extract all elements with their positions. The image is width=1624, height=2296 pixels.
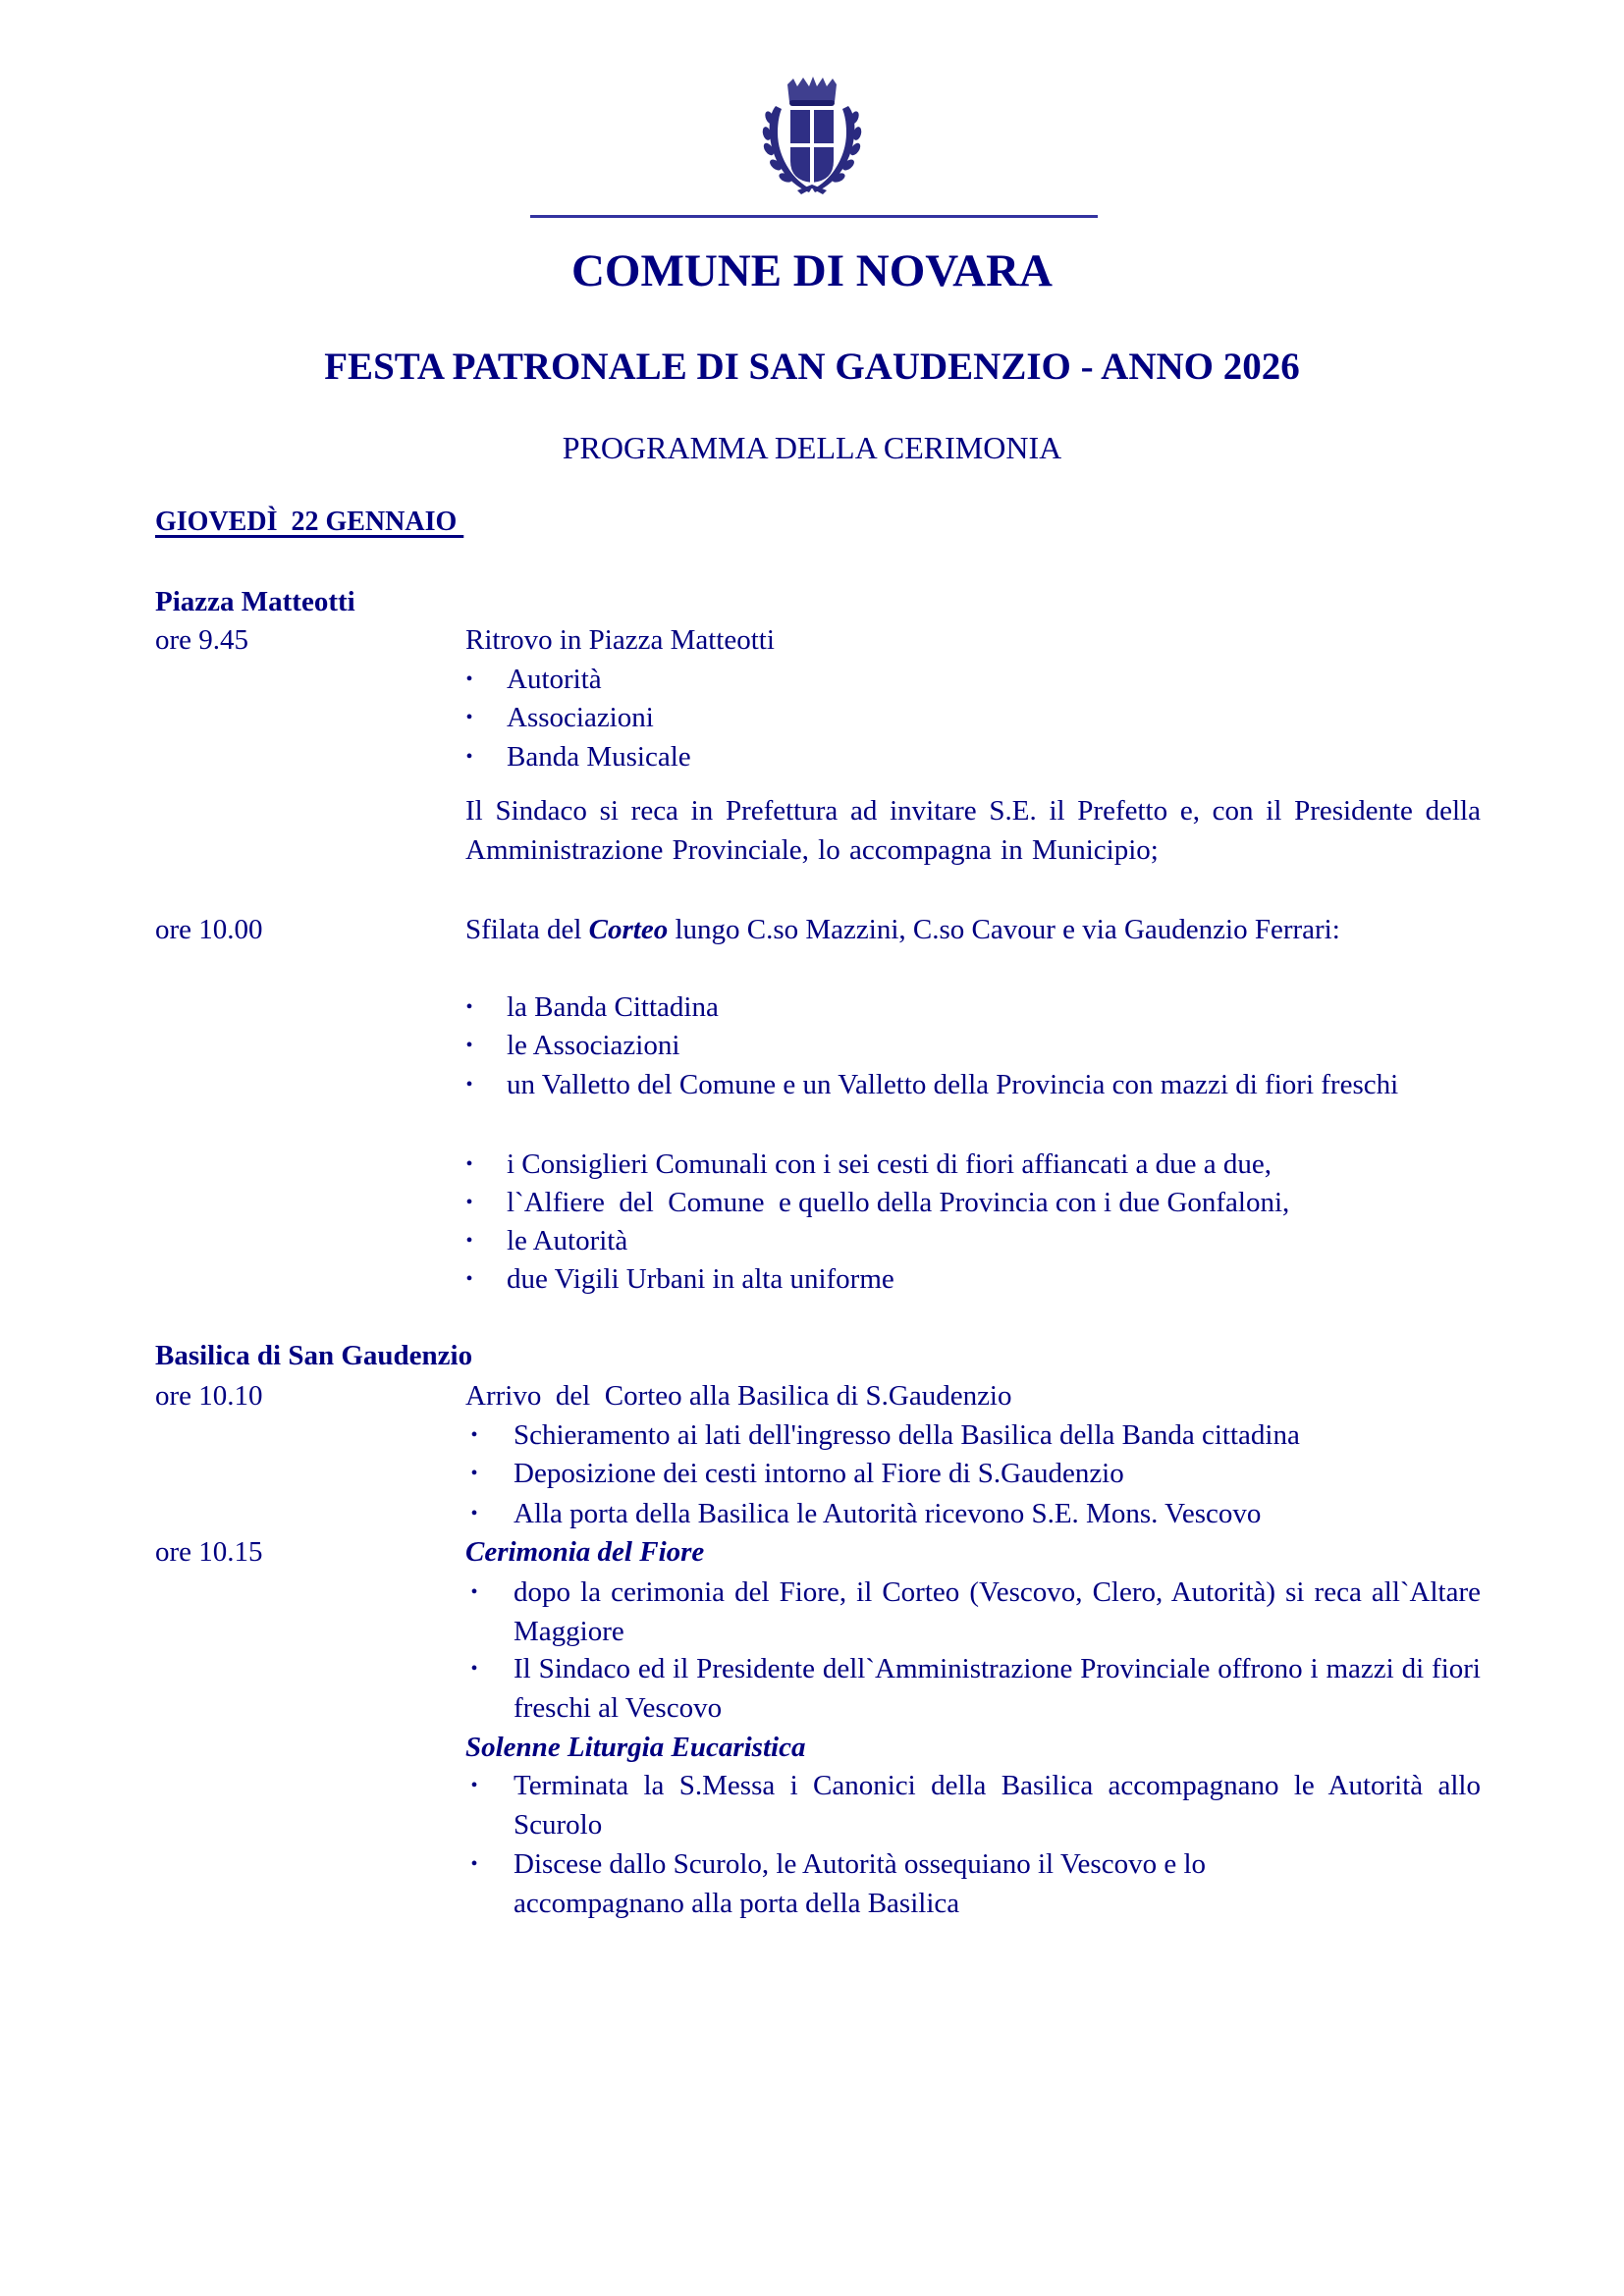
organization-title: COMUNE DI NOVARA [570,245,1054,296]
bullet-icon: • [465,1230,473,1252]
entry-intro: Arrivo del Corteo alla Basilica di S.Gaudenzio [465,1380,1012,1412]
bullet-icon: • [465,1074,473,1095]
list-item: • Banda Musicale [460,738,1481,777]
list-item: • i Consiglieri Comunali con i sei cesti di fiori affiancati a due a due, [460,1146,1481,1185]
list-item: • due Vigili Urbani in alta uniforme [460,1260,1481,1300]
list-item: • Terminata la S.Messa i Canonici della Basilica accompagnano le Autorità allo Scurolo [464,1767,1481,1844]
bullet-icon: • [470,1581,478,1603]
corteo-emphasis: Corteo [588,914,669,945]
bullet-icon: • [470,1463,478,1484]
list-item: • Alla porta della Basilica le Autorità ricevono S.E. Mons. Vescovo [464,1495,1481,1534]
list-item: • le Associazioni [460,1027,1481,1066]
bullet-icon: • [470,1424,478,1446]
bullet-icon: • [470,1775,478,1796]
day-heading: GIOVEDÌ 22 GENNAIO [155,507,464,537]
list-item: • la Banda Cittadina [460,988,1481,1028]
novara-coat-of-arms-icon [758,75,866,200]
entry-time: ore 10.15 [155,1536,263,1568]
entry-time: ore 10.00 [155,914,263,945]
section-place-heading: Piazza Matteotti [155,586,355,617]
entry-intro: Sfilata del Corteo lungo C.so Mazzini, C.so Cavour e via Gaudenzio Ferrari: [465,914,1340,945]
list-item: • le Autorità [460,1222,1481,1261]
bullet-icon: • [465,996,473,1018]
list-item: • dopo la cerimonia del Fiore, il Corteo (Vescovo, Clero, Autorità) si reca all`Altare Maggiore [464,1574,1481,1651]
list-item: • Discese dallo Scurolo, le Autorità ossequiano il Vescovo e lo accompagnano alla porta della Basilica [464,1845,1348,1923]
entry-intro: Ritrovo in Piazza Matteotti [465,624,775,656]
bullet-icon: • [465,1192,473,1213]
liturgy-heading: Solenne Liturgia Eucaristica [465,1732,806,1763]
bullet-icon: • [465,1035,473,1056]
bullet-icon: • [470,1503,478,1524]
ceremony-heading: Cerimonia del Fiore [465,1536,705,1568]
list-item: • un Valletto del Comune e un Valletto della Provincia con mazzi di fiori freschi [460,1066,1481,1105]
bullet-icon: • [465,1153,473,1175]
list-item: • Il Sindaco ed il Presidente dell`Amministrazione Provinciale offrono i mazzi di fiori freschi al Vescovo [464,1650,1481,1728]
event-title: FESTA PATRONALE DI SAN GAUDENZIO - ANNO 2026 [324,346,1300,388]
bullet-icon: • [470,1853,478,1875]
entry-paragraph: Il Sindaco si reca in Prefettura ad invitare S.E. il Prefetto e, con il Presidente della Amministrazione Provinciale, lo accompagna in Municipio; [465,795,1481,866]
list-item: • Deposizione dei cesti intorno al Fiore di S.Gaudenzio [464,1455,1481,1494]
section-place-heading: Basilica di San Gaudenzio [155,1340,473,1371]
entry-time: ore 9.45 [155,624,249,656]
list-item: • Associazioni [460,699,1481,738]
bullet-icon: • [465,746,473,768]
bullet-icon: • [465,707,473,728]
program-subtitle: PROGRAMMA DELLA CERIMONIA [562,430,1062,465]
bullet-icon: • [465,1268,473,1290]
entry-time: ore 10.10 [155,1380,263,1412]
list-item: • Schieramento ai lati dell'ingresso della Basilica della Banda cittadina [464,1416,1481,1456]
coat-of-arms-logo [758,75,866,200]
bullet-icon: • [465,668,473,690]
list-item: • Autorità [460,661,1481,700]
bullet-icon: • [470,1658,478,1680]
list-item: • l`Alfiere del Comune e quello della Provincia con i due Gonfaloni, [460,1184,1481,1223]
header-divider [530,215,1098,218]
